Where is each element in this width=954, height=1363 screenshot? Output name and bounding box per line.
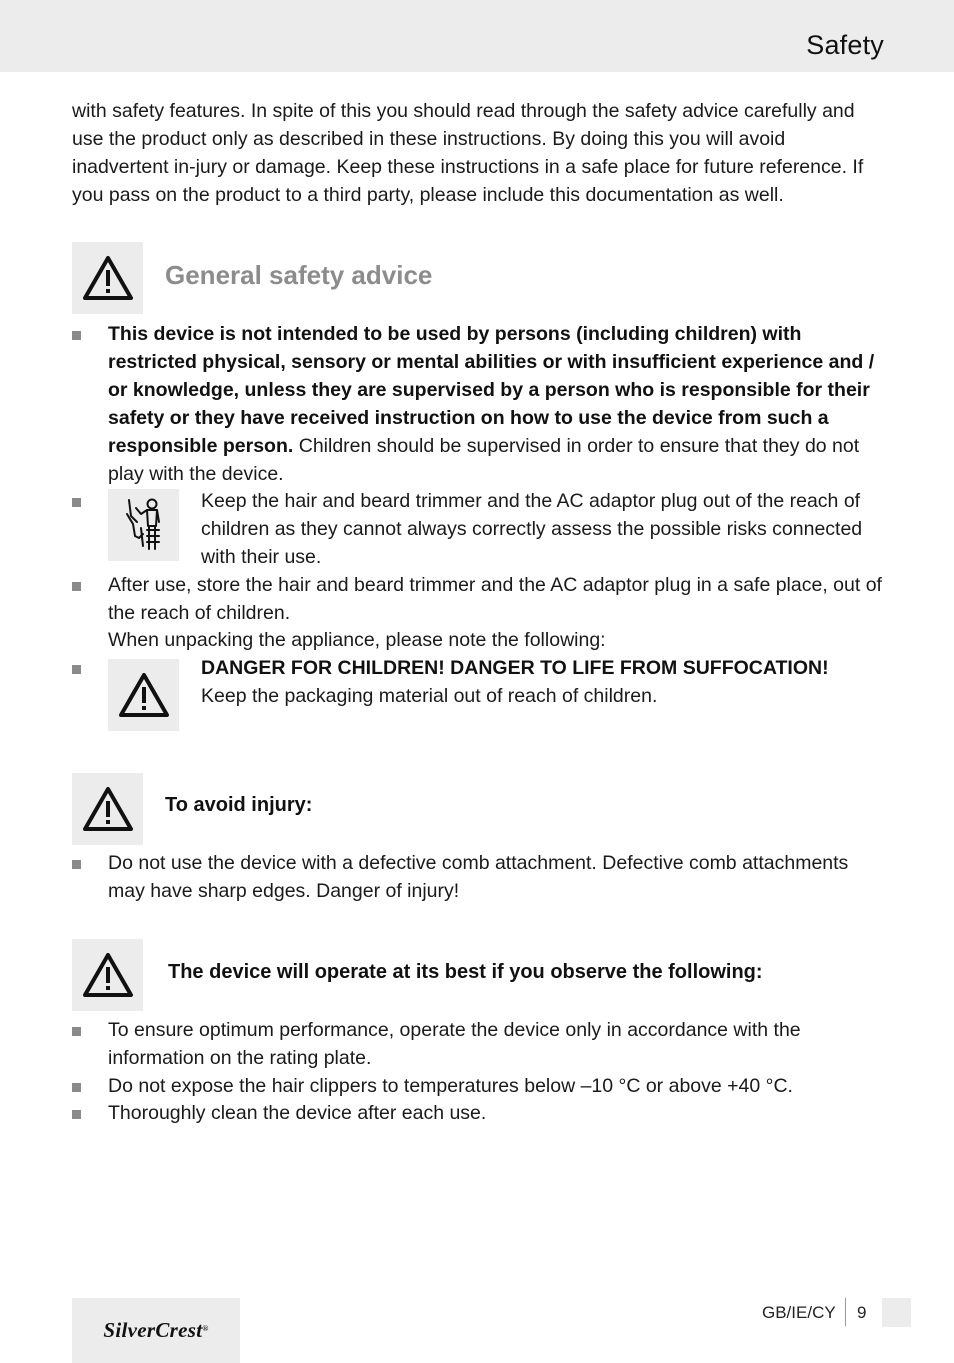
- bullet-marker: [72, 860, 81, 869]
- bullet-marker: [72, 1083, 81, 1092]
- item-text: Children should be supervised in order to ensure that they do not play with the device.: [108, 435, 860, 485]
- child-warning-icon: [108, 489, 179, 561]
- list-item-text: Keep the packaging material out of reach of children.: [201, 685, 658, 707]
- registered-mark: ®: [202, 1324, 209, 1333]
- list-item: [108, 320, 888, 488]
- section-heading-general: General safety advice: [165, 260, 433, 290]
- list-item-text: Thoroughly clean the device after each use.: [108, 1102, 487, 1124]
- warning-icon: [108, 659, 179, 731]
- page-tab: [882, 1298, 911, 1327]
- note-text: When unpacking the appliance, please note the following:: [108, 629, 606, 651]
- logo-text: SilverCrest: [103, 1318, 203, 1342]
- intro-paragraph: with safety features. In spite of this you should read through the safety advice carefully and use the product only as described in these instructions. By doing this you will avoid inadvertent in-jury or damage. Keep these instructions in a safe place for future reference. If you pass on the product to a third party, please include this documentation as well.: [72, 100, 864, 206]
- brand-logo: [72, 1298, 240, 1363]
- list-item-text: To ensure optimum performance, operate the device only in accordance with the information on the rating plate.: [108, 1019, 801, 1069]
- bullet-marker: [72, 582, 81, 591]
- warning-icon: [72, 242, 143, 314]
- warning-icon: [72, 939, 143, 1011]
- section-heading-injury: To avoid injury:: [165, 794, 313, 816]
- footer-region: GB/IE/CY: [762, 1303, 836, 1322]
- bullet-marker: [72, 1027, 81, 1036]
- bullet-marker: [72, 498, 81, 507]
- list-item-text: Do not expose the hair clippers to temperatures below –10 °C or above +40 °C.: [108, 1075, 793, 1097]
- warning-icon: [72, 773, 143, 845]
- danger-text: DANGER FOR CHILDREN! DANGER TO LIFE FROM SUFFOCATION!: [201, 657, 829, 679]
- section-heading-operate: The device will operate at its best if you observe the following:: [168, 961, 763, 983]
- bullet-marker: [72, 331, 81, 340]
- list-item-text: Keep the hair and beard trimmer and the AC adaptor plug out of the reach of children as they cannot always correctly assess the possible risks connected with their use.: [201, 490, 863, 568]
- list-item-text: After use, store the hair and beard trimmer and the AC adaptor plug in a safe place, out of the reach of children.: [108, 574, 882, 624]
- item-bold-text: This device is not intended to be used by persons (including children) with restricted physical, sensory or mental abilities or with insufficient experience and / or knowledge, unless they are supervised by a person who is responsible for their safety or they have received instruction on how to use the device from such a responsible person.: [108, 323, 875, 457]
- bullet-marker: [72, 665, 81, 674]
- list-item-text: Do not use the device with a defective comb attachment. Defective comb attachments may have sharp edges. Danger of injury!: [108, 852, 849, 902]
- page-title: Safety: [806, 30, 884, 60]
- page-number: 9: [857, 1303, 867, 1322]
- bullet-marker: [72, 1110, 81, 1119]
- footer-divider: [845, 1298, 846, 1326]
